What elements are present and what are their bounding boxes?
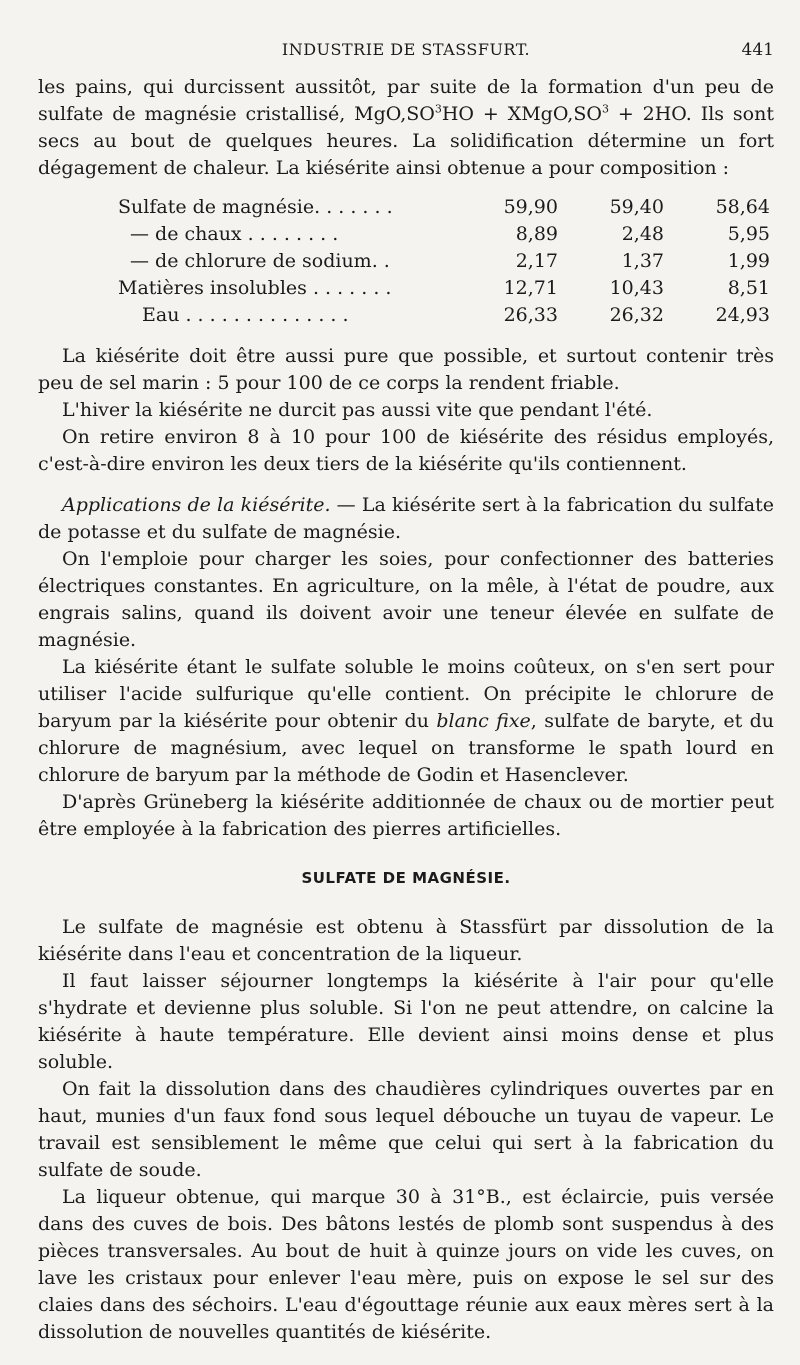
table-row [118,248,770,275]
applications-heading: Applications de la kiésérite. [62,494,331,516]
row-label: Eau . . . . . . . . . . . . . . [142,304,349,326]
table-row [118,302,770,329]
paragraph-applications [38,492,774,546]
paragraph-dissolution: On fait la dissolution dans des chaudières cylindriques ouvertes par en haut, munies d'un faux fond sous lequel débouche un tuyau de vapeur. Le travail est sensiblement le même que celui qui sert à la fabrication du sulfate de soude. [38,1078,774,1181]
table-row [118,221,770,248]
row-value: 8,89 [515,223,558,245]
paragraph-hydration: Il faut laisser séjourner longtemps la kiésérite à l'air pour qu'elle s'hydrate et devienne plus soluble. Si l'on ne peut attendre, on calcine la kiésérite à haute température. Elle devient ainsi moins dense et plus soluble. [38,970,774,1073]
row-label: — de chlorure de sodium. . [130,250,390,272]
row-label: Sulfate de magnésie. . . . . . . [118,196,393,218]
paragraph-purity: La kiésérite doit être aussi pure que possible, et surtout contenir très peu de sel marin : 5 pour 100 de ce corps la rendent friable. [38,345,774,394]
paragraph-winter: L'hiver la kiésérite ne durcit pas aussi vite que pendant l'été. [62,399,653,421]
row-value: 26,32 [609,304,664,326]
row-label: — de chaux . . . . . . . . [130,223,339,245]
row-label: Matières insolubles . . . . . . . [118,277,392,299]
row-value: 2,48 [621,223,664,245]
intro-text-1: les pains, qui durcissent aussitôt, par suite de la formation d'un peu de sulfate de magnésie cristallisé, MgO,SO [38,76,774,125]
running-title: INDUSTRIE DE STASSFURT. [281,40,531,59]
section-title: SULFATE DE MAGNÉSIE. [301,869,511,887]
row-value: 59,90 [503,196,558,218]
running-head [38,38,774,64]
table-row [118,275,770,302]
row-value: 59,40 [609,196,664,218]
formula-superscript-2: 3 [601,102,609,116]
formula-superscript-1: 3 [434,102,442,116]
row-value: 10,43 [609,277,664,299]
page-number: 441 [741,40,774,60]
row-value: 58,64 [715,196,770,218]
row-value: 8,51 [727,277,770,299]
intro-paragraph [38,74,774,182]
intro-text-3: + 2HO. Ils sont secs au bout de quelques heures. La solidification détermine un fort dégagement de chaleur. La kiésérite ainsi obtenue a pour composition : [38,103,774,179]
row-value: 12,71 [503,277,558,299]
blanc-fixe-text-2: , sulfate de baryte, et du chlorure de magnésium, avec lequel on transforme le spath lourd en chlorure de baryum par la méthode de Godin et Hasenclever. [38,710,774,786]
intro-text-2: HO + XMgO,SO [441,103,602,125]
row-value: 24,93 [715,304,770,326]
blanc-fixe-italic: blanc fixe [436,710,531,732]
paragraph-uses: On l'emploie pour charger les soies, pour confectionner des batteries électriques constantes. En agriculture, on la mêle, à l'état de poudre, aux engrais salins, quand ils doivent avoir une teneur élevée en sulfate de magnésie. [38,548,774,651]
composition-table [118,194,770,329]
row-value: 5,95 [727,223,770,245]
row-value: 26,33 [503,304,558,326]
table-row [118,194,770,221]
paragraph-crystallization: La liqueur obtenue, qui marque 30 à 31°B., est éclaircie, puis versée dans des cuves de bois. Des bâtons lestés de plomb sont suspendus à des pièces transversales. Au bout de huit à quinze jours on vide les cuves, on lave les cristaux pour enlever l'eau mère, puis on expose le sel sur des claies dans des séchoirs. L'eau d'égouttage réunie aux eaux mères sert à la dissolution de nouvelles quantités de kiésérite. [38,1186,774,1343]
row-value: 1,37 [621,250,664,272]
row-value: 1,99 [727,250,770,272]
paragraph-gruneberg: D'après Grüneberg la kiésérite additionnée de chaux ou de mortier peut être employée à la fabrication des pierres artificielles. [38,791,774,840]
paragraph-blanc-fixe [38,654,774,789]
paragraph-yield: On retire environ 8 à 10 pour 100 de kiésérite des résidus employés, c'est-à-dire environ les deux tiers de la kiésérite qu'ils contiennent. [38,426,774,475]
paragraph-obtention: Le sulfate de magnésie est obtenu à Stassfürt par dissolution de la kiésérite dans l'eau et concentration de la liqueur. [38,916,774,965]
row-value: 2,17 [515,250,558,272]
applications-text: — La kiésérite sert à la fabrication du sulfate de potasse et du sulfate de magnésie. [38,494,774,543]
page-body [38,74,774,1346]
blanc-fixe-text-1: La kiésérite étant le sulfate soluble le moins coûteux, on s'en sert pour utiliser l'acide sulfurique qu'elle contient. On précipite le chlorure de baryum par la kiésérite pour obtenir du [38,656,774,732]
